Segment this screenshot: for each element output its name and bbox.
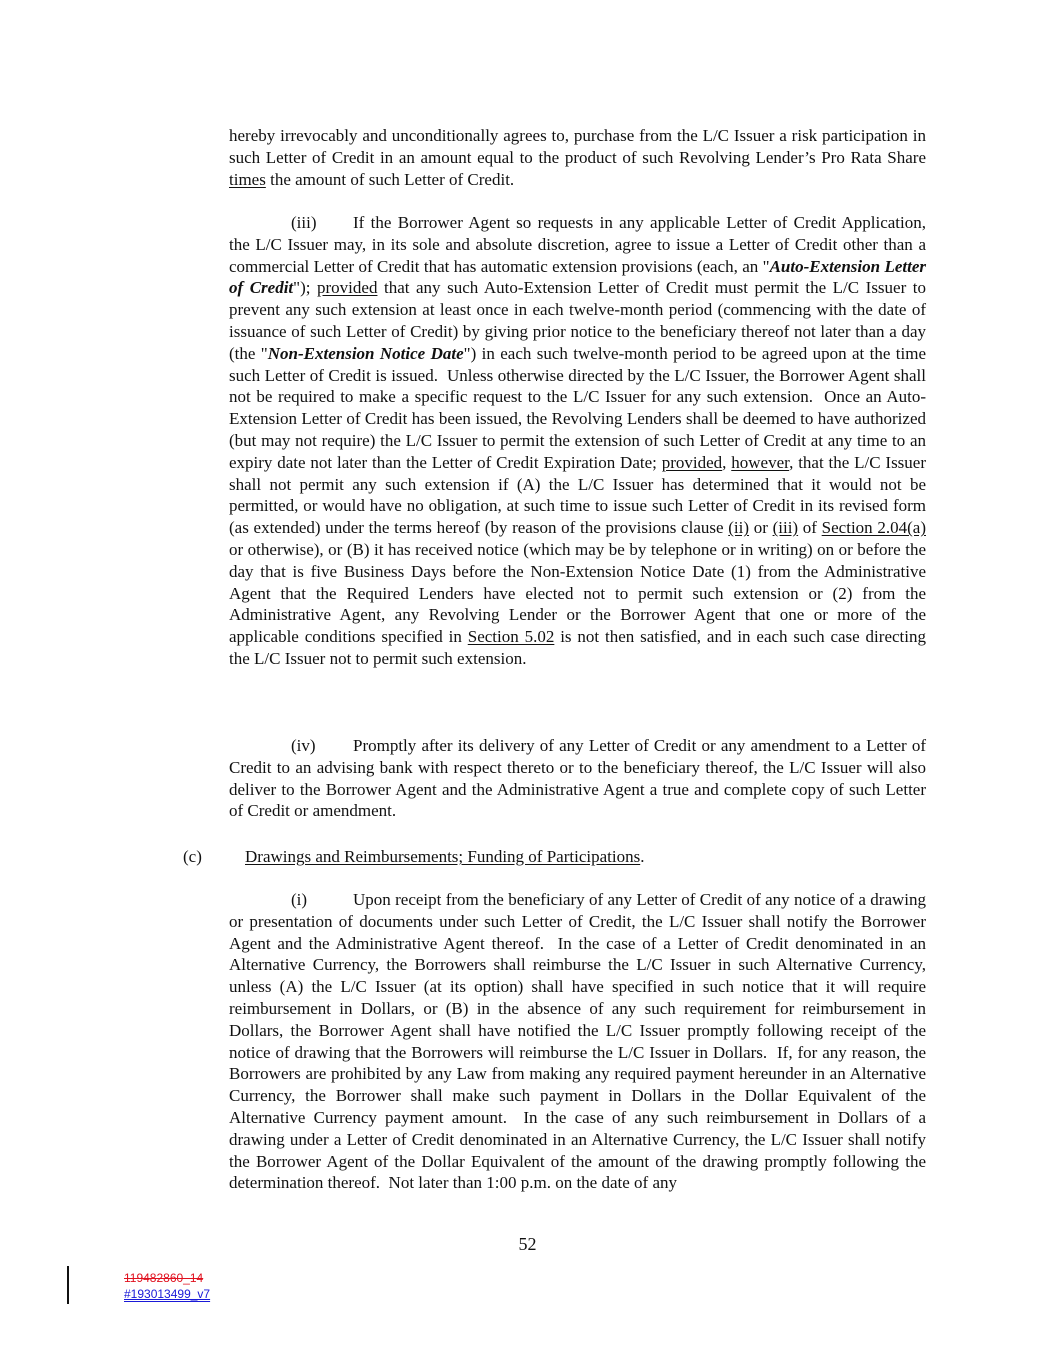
underlined-term: provided bbox=[661, 452, 723, 472]
section-heading-c bbox=[183, 846, 644, 868]
text-run: the amount of such Letter of Credit. bbox=[265, 169, 515, 189]
underlined-term: however bbox=[731, 452, 790, 472]
paragraph-iv bbox=[229, 735, 926, 822]
clause-number: (i) bbox=[291, 890, 308, 909]
text-run: Promptly after its delivery of any Letter of Credit or any amendment to a Letter of Credit to an advising bank with respect thereto or to the beneficiary thereof, the L/C Issuer will also deliver to the Borrower Agent and the Administrative Agent a true and complete copy of such Letter of Credit or amendment. bbox=[229, 736, 926, 821]
text-run: , that the L/C Issuer shall not permit any such extension if (A) the L/C Issuer has determined that it would not be permitted, or would have no obligation, at such time to issue such Letter of Credit in its revised form (as extended) under the terms hereof (by reason of the provisions clause bbox=[229, 452, 927, 538]
text-run: is not then satisfied, and in each such case directing the L/C Issuer not to permit such extension. bbox=[229, 627, 926, 668]
text-run: "); bbox=[293, 278, 318, 298]
clause-number: (iv) bbox=[291, 736, 316, 755]
cross-reference: (ii) bbox=[728, 518, 750, 538]
text-run: . bbox=[640, 847, 645, 866]
section-title: Drawings and Reimbursements; Funding of Participations bbox=[245, 847, 641, 866]
cross-reference: Section 5.02 bbox=[467, 627, 555, 647]
text-run: of bbox=[798, 518, 822, 538]
underlined-term: times bbox=[229, 169, 266, 189]
doc-id-current: #193013499_v7 bbox=[124, 1287, 211, 1301]
text-run: If the Borrower Agent so requests in any applicable Letter of Credit Application, the L/C Issuer may, in its sole and absolute discretion, agree to issue a Letter of Credit other than a commercial Letter of Credit that has automatic extension provisions (each, an " bbox=[229, 213, 926, 276]
text-run: , bbox=[722, 452, 732, 472]
paragraph-risk-participation bbox=[229, 125, 926, 190]
page-number: 52 bbox=[518, 1234, 537, 1254]
cross-reference: Section 2.04(a) bbox=[821, 518, 926, 538]
defined-term: Auto-Extension Letter of Credit bbox=[229, 256, 926, 298]
doc-id-deleted: 119482860_14 bbox=[124, 1271, 204, 1285]
paragraph-iii bbox=[229, 212, 926, 670]
paragraph-i bbox=[229, 889, 926, 1194]
defined-term: Non-Extension Notice Date bbox=[267, 343, 464, 363]
change-bar bbox=[67, 1266, 69, 1304]
text-run: or otherwise), or (B) it has received notice (which may be by telephone or in writing) on or before the day that is five Business Days before the Non-Extension Notice Date (1) from the Administrative Agent that the Required Lenders have elected not to permit such extension or (2) from the Administrative Agent, any Revolving Lender or the Borrower Agent that one or more of the applicable conditions specified in bbox=[229, 539, 926, 647]
text-run: or bbox=[749, 518, 773, 538]
text-run: that any such Auto-Extension Letter of Credit must permit the L/C Issuer to prevent any such extension at least once in each twelve-month period (commencing with the date of issuance of such Letter of Credit) by giving prior notice to the beneficiary thereof not later than a day (the " bbox=[229, 278, 927, 363]
clause-number: (iii) bbox=[291, 213, 317, 232]
text-run: Upon receipt from the beneficiary of any Letter of Credit of any notice of a drawing or presentation of documents under such Letter of Credit, the L/C Issuer shall notify the Borrower Agent and the Administrative Agent thereof. In the case of a Letter of Credit denominated in an Alternative Currency, the Borrowers shall reimburse the L/C Issuer in such Alternative Currency, unless (A) the L/C Issuer (at its option) shall have specified in such notice that it will require reimbursement in Dollars, or (B) in the absence of any such requirement for reimbursement in Dollars, the Borrower Agent shall have notified the L/C Issuer promptly following receipt of the notice of drawing that the Borrowers will reimburse the L/C Issuer in Dollars. If, for any reason, the Borrowers are prohibited by any Law from making any required payment hereunder in an Alternative Currency, the Borrower shall make such payment in Dollars in the Dollar Equivalent of the Alternative Currency payment amount. In the case of any such reimbursement in Dollars of a drawing under a Letter of Credit denominated in an Alternative Currency, the L/C Issuer shall notify the Borrower Agent of the Dollar Equivalent of the amount of the drawing promptly following the determination thereof. Not later than 1:00 p.m. on the date of any bbox=[229, 890, 926, 1193]
text-run: ") in each such twelve-month period to be agreed upon at the time such Letter of Credit is issued. Unless otherwise directed by the L/C Issuer, the Borrower Agent shall not be required to make a specific request to the L/C Issuer for any such extension. Once an Auto-Extension Letter of Credit has been issued, the Revolving Lenders shall be deemed to have authorized (but may not require) the L/C Issuer to permit the extension of such Letter of Credit at any time to an expiry date not later than the Letter of Credit Expiration Date; bbox=[229, 343, 927, 472]
section-label: (c) bbox=[183, 847, 202, 866]
cross-reference: (iii) bbox=[772, 518, 799, 538]
underlined-term: provided bbox=[317, 278, 378, 298]
text-run: hereby irrevocably and unconditionally agrees to, purchase from the L/C Issuer a risk participation in such Letter of Credit in an amount equal to the product of such Revolving Lender’s Pro Rata Share bbox=[229, 126, 926, 167]
